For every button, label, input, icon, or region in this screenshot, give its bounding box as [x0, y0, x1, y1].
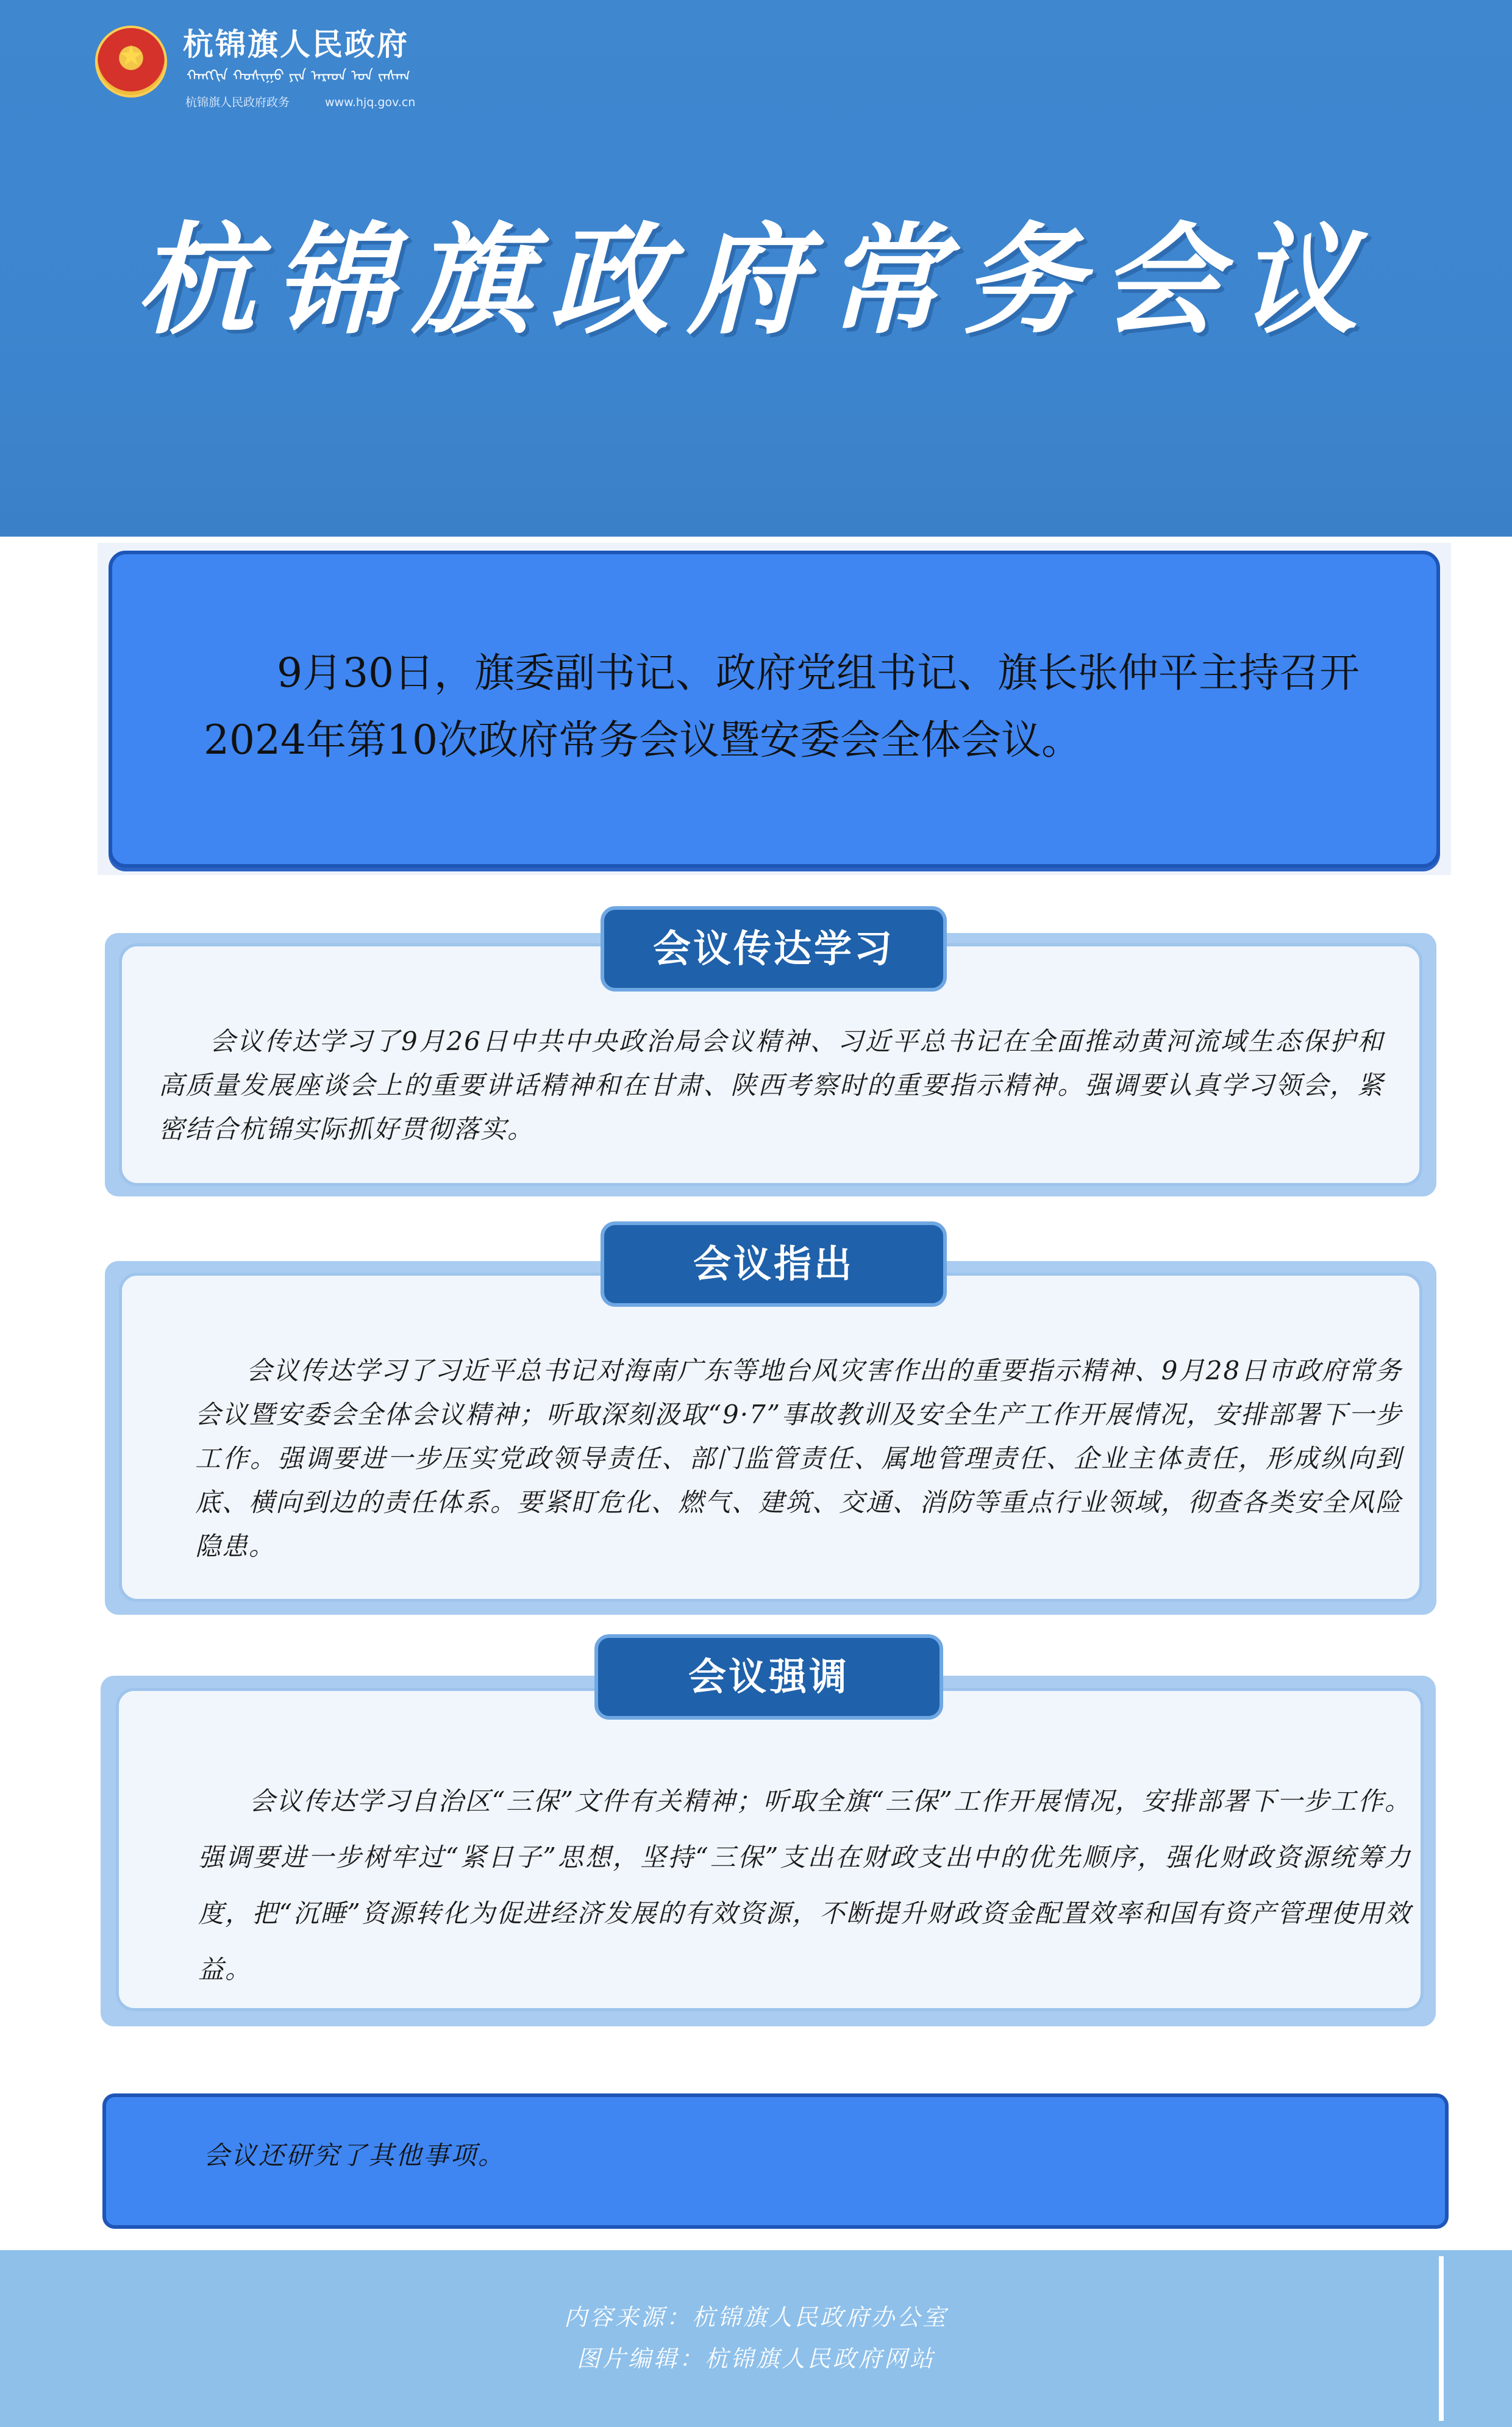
- footer-source: 内容来源：杭锦旗人民政府办公室: [563, 2304, 948, 2331]
- intro-text: 9月30日，旗委副书记、政府党组书记、旗长张仲平主持召开2024年第10次政府常务会议暨安委会全体会议。: [204, 649, 1360, 763]
- site-logo[interactable]: [91, 22, 457, 126]
- logo-sub-url: www.hjq.gov.cn: [325, 96, 416, 109]
- national-emblem-icon: [95, 26, 167, 98]
- section-body-pointed-out: [119, 1273, 1422, 1602]
- section-heading-study: 会议传达学习: [601, 906, 947, 992]
- logo-subline: [185, 95, 415, 110]
- section-heading-pointed-out: 会议指出: [601, 1221, 947, 1307]
- footer-divider: [1439, 2256, 1444, 2421]
- logo-sub-left: 杭锦旗人民政府政务: [185, 96, 290, 109]
- footer-editor: 图片编辑：杭锦旗人民政府网站: [576, 2345, 935, 2372]
- section-heading-emphasis: 会议强调: [594, 1634, 943, 1720]
- section-text-emphasis: 会议传达学习自治区“三保”文件有关精神；听取全旗“三保”工作开展情况，安排部署下一步工作。强调要进一步树牢过“紧日子”思想，坚持“三保”支出在财政支出中的优先顺序，强化财政资源统筹力度，把“沉睡”资源转化为促进经济发展的有效资源，不断提升财政资金配置效率和国有资产管理使用效益。: [198, 1786, 1411, 1984]
- logo-chinese-name: 杭锦旗人民政府: [183, 27, 409, 62]
- closing-note-box: [102, 2093, 1449, 2229]
- section-text-study: 会议传达学习了9月26日中共中央政治局会议精神、习近平总书记在全面推动黄河流域生态保护和高质量发展座谈会上的重要讲话精神和在甘肃、陕西考察时的重要指示精神。强调要认真学习领会，紧密结合杭锦实际抓好贯彻落实。: [159, 1026, 1384, 1144]
- section-text-pointed-out: 会议传达学习了习近平总书记对海南广东等地台风灾害作出的重要指示精神、9月28日市政府常务会议暨安委会全体会议精神；听取深刻汲取“9·7”事故教训及安全生产工作开展情况，安排部署下一步工作。强调要进一步压实党政领导责任、部门监管责任、属地管理责任、企业主体责任，形成纵向到底、横向到边的责任体系。要紧盯危化、燃气、建筑、交通、消防等重点行业领域，彻查各类安全风险隐患。: [195, 1356, 1403, 1561]
- logo-mongolian-name: ᠬᠠᠩᠭᠢᠨ ᠬᠣᠰᠢᠭᠤ ᠶᠢᠨ ᠠᠷᠠᠳ ᠤᠨ ᠵᠠᠰᠠᠭ: [187, 67, 411, 84]
- footer: [0, 2250, 1512, 2427]
- page-title: 杭锦旗政府常务会议: [135, 210, 1376, 351]
- header-banner: [0, 0, 1512, 537]
- intro-box: [109, 551, 1440, 868]
- closing-note-text: 会议还研究了其他事项。: [204, 2140, 506, 2170]
- section-body-emphasis: [116, 1688, 1424, 2011]
